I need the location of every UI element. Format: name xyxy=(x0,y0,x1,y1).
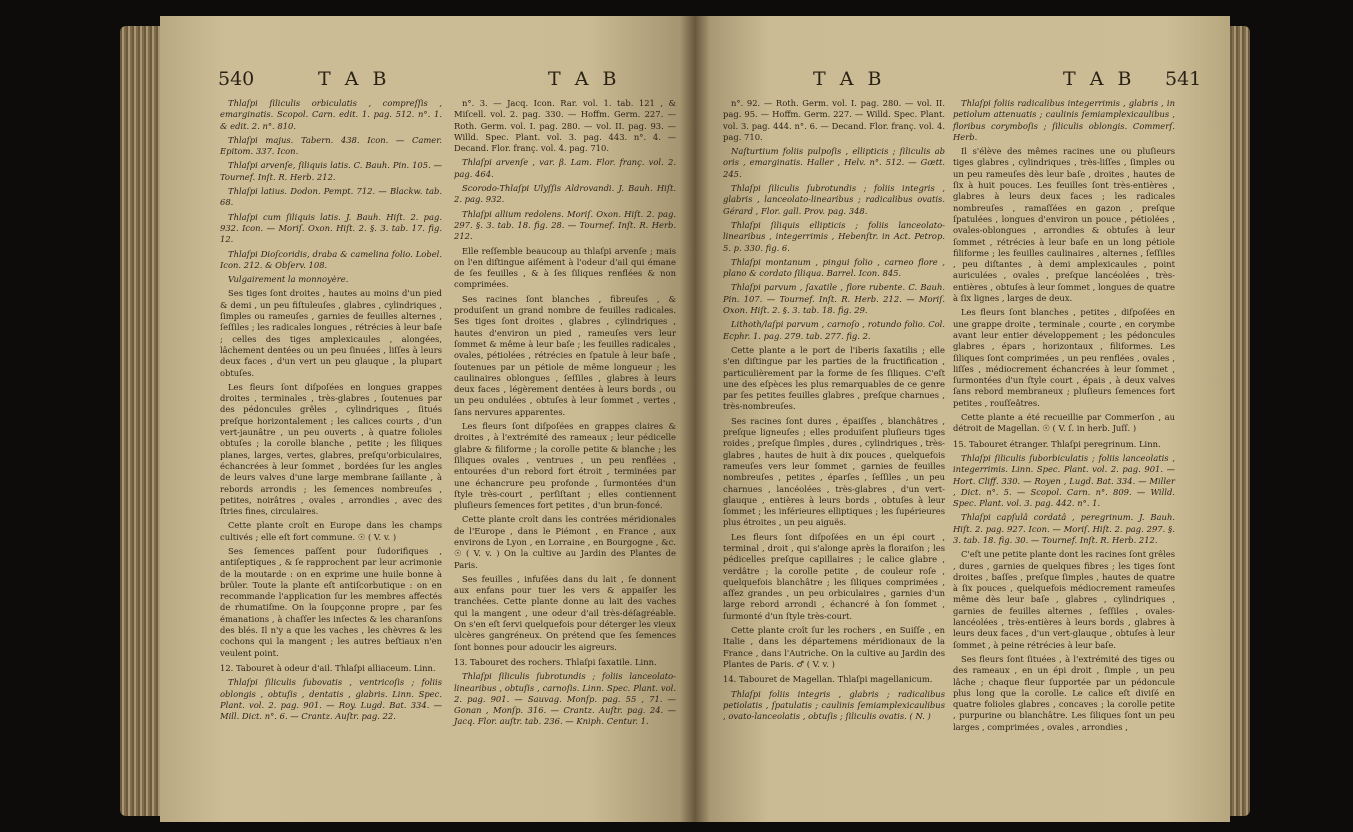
synonym-entry: Thlaſpi foliis integris , glabris ; radicalibus petiolatis , ſpatulatis ; caulinis ſemiamplexicaulibus , ovato-lanceolatis , obtuſis ; ſiliculis ovatis. ( N. ) xyxy=(723,688,945,722)
synonym-entry: Naſturtium foliis pulpoſis , ellipticis ; ſiliculis ab oris , emarginatis. Haller , Helv. n°. 512. — Gœtt. 245. xyxy=(723,146,945,179)
synonym-entry: Scorodo-Thlaſpi Ulyſſis Aldrovandi. J. Bauh. Hiſt. 2. pag. 932. xyxy=(454,183,676,205)
right-page-header xyxy=(733,68,1202,98)
description-paragraph: Ses ſemences paſſent pour ſudorifiques , antiſeptiques , & ſe rapprochent par leur acrimonie de la moutarde : on en exprime une huile bonne à brûler. Toute la plante eſt antiſcorbutique : on en recommande l'application ſur les membres affectés de rhumatiſme. On la ſoupçonne propre , par ſes émanations , à chaſſer les inſectes & les charanſons des blés. Il n'y a que les vaches , les chèvres & les cochons qui la mangent ; les autres beſtiaux n'en veulent point. xyxy=(220,545,442,658)
synonym-entry: Thlaſpi allium redolens. Moriſ. Oxon. Hiſt. 2. pag. 297. §. 3. tab. 18. fig. 28. — Tournef. Inſt. R. Herb. 212. xyxy=(454,208,676,242)
synonym-entry: Thlaſpi ſiliculis ſuborbiculatis ; foliis lanceolatis , integerrimis. Linn. Spec. Plant. vol. 2. pag. 901. — Hort. Cliff. 330. — Royen , Lugd. Bat. 334. — Miller , Dict. n°. 5. — Scopol. Carn. n°. 809. — Willd. Spec. Plant. vol. 3. pag. 442. n°. 1. xyxy=(953,452,1175,509)
description-paragraph: Cette plante croît ſur les rochers , en Suiſſe , en Italie , dans les départemens méridionaux de la France , dans l'Autriche. On la cultive au Jardin des Plantes de Paris. ♂ ( V. v. ) xyxy=(723,625,945,669)
synonym-entry: Thlaſpi ſiliquis ellipticis ; foliis lanceolato-linearibus , integerrimis , Hebenſtr. in Act. Petrop. 5. p. 330. fig. 6. xyxy=(723,219,945,253)
synonym-entry: Thlaſpi capſulâ cordatâ , peregrinum. J. Bauh. Hiſt. 2. pag. 927. Icon. — Moriſ. Hiſt. 2. pag. 297. §. 3. tab. 18. fig. 30. — Tournef. Inſt. R. Herb. 212. xyxy=(953,512,1175,545)
synonym-entry: Thlaſpi ſiliculis ſubrotundis ; foliis lanceolato-linearibus , obtuſis , carnoſis. Linn. Spec. Plant. vol. 2. pag. 901. — Sauvag. Monſp. pag. 55 , 71. — Gonan , Monſp. 316. — Crantz. Auſtr. pag. 24. — Jacq. Flor. auſtr. tab. 236. — Kniph. Centur. 1. xyxy=(454,671,676,727)
description-paragraph: C'eſt une petite plante dont les racines ſont grêles , dures , garnies de quelques fibres ; les tiges ſont droites , baſſes , preſque ſimples , hautes de quatre à ſix pouces , quelquefois médiocrement rameuſes même dès leur baſe , glabres , cylindriques , garnies de feuilles alternes , ſeſſiles , ovales-lancéolées , très-entières à leurs bords , glabres à leurs deux faces , d'un vert-glauque , obtuſes à leur ſommet , à peine rétrécies à leur baſe. xyxy=(953,549,1175,650)
description-paragraph: Elle reſſemble beaucoup au thlaſpi arvenſe ; mais on l'en diſtingue aiſément à l'odeur d'ail qui émane de ſes feuilles , & à ſes ſiliques renflées & non comprimées. xyxy=(454,245,676,290)
species-heading: 12. Tabouret à odeur d'ail. Thlaſpi alliaceum. Linn. xyxy=(220,662,436,673)
book-gutter xyxy=(680,16,710,822)
right-page xyxy=(695,16,1230,822)
synonym-entry: Thlaſpi latius. Dodon. Pempt. 712. — Blackw. tab. 68. xyxy=(220,186,442,208)
open-book xyxy=(120,16,1250,822)
description-paragraph: Ses tiges ſont droites , hautes au moins d'un pied & demi , un peu fiſtuleuſes , glabres , cylindriques , ſimples ou rameuſes , garnies de feuilles alternes , ſeſſiles ; les radicales longues , rétrécies à leur baſe ; celles des tiges amplexicaules , alongées, lâchement dentées ou un peu ſinuées , liſſes à leurs deux faces , d'un vert un peu glauque , la plupart obtuſes. xyxy=(220,288,442,378)
description-paragraph: Cette plante croît en Europe dans les champs cultivés ; elle eſt fort commune. ☉ ( V. v. ) xyxy=(220,520,442,542)
synonym-entry: n°. 3. — Jacq. Icon. Rar. vol. 1. tab. 121 , & Miſcell. vol. 2. pag. 330. — Hoffm. Germ. 227. — Roth. Germ. vol. I. pag. 280. — vol. II. pag. 93. — Willd. Spec. Plant. vol. 3. pag. 443. n°. 4. — Decand. Flor. franç. vol. 4. pag. 710. xyxy=(454,98,676,154)
synonym-entry: Thlaſpi arvenſe , var. β. Lam. Flor. franç. vol. 2. pag. 464. xyxy=(454,157,676,179)
left-page-column-2 xyxy=(454,98,676,731)
synonym-entry: Thlaſpi majus. Tabern. 438. Icon. — Camer. Epitom. 337. Icon. xyxy=(220,134,442,157)
description-paragraph: Ses feuilles , infuſées dans du lait , ſe donnent aux enfans pour tuer les vers & appaiſer les tranchées. Cette plante donne au lait des vaches qui la mangent , une odeur d'ail très-déſagréable. On s'en eſt ſervi quelquefois pour déterger les vieux ulcères gangréneux. On prétend que ſes ſemences ſont bonnes pour adoucir les aigreurs. xyxy=(454,573,676,652)
synonym-entry: Thlaſpi Dioſcoridis, draba & camelina folio. Lobel. Icon. 212. & Obſerv. 108. xyxy=(220,248,442,270)
synonym-entry: Thlaſpi ſiliculis orbiculatis , compreſſis , emarginatis. Scopol. Carn. edit. 1. pag. 512. n°. 1. & edit. 2. n°. 810. xyxy=(220,98,442,131)
page-number: 540 xyxy=(218,68,255,90)
synonym-entry: Thlaſpi ſiliculis ſubrotundis ; foliis integris , glabris , lanceolato-linearibus ; radicalibus ovatis. Gérard , Flor. gall. Prov. pag. 348. xyxy=(723,183,945,216)
synonym-entry: Thlaſpi arvenſe, ſiliquis latis. C. Bauh. Pin. 105. — Tournef. Inſt. R. Herb. 212. xyxy=(220,160,442,182)
description-paragraph: Ses racines ſont blanches , fibreuſes , & produiſent un grand nombre de feuilles radicales. Ses tiges ſont droites , glabres , cylindriques , hautes d'environ un pied , rameuſes vers leur ſommet & même à leur baſe ; les feuilles radicales , ovales, pétiolées , rétrécies en ſpatule à leur baſe , ſoutenues par un pétiole de même longueur ; les caulinaires oblongues , ſeſſiles , glabres à leurs deux faces , légèrement dentées à leurs bords , ou un peu ondulées , obtuſes à leur ſommet , vertes , ſans nervures apparentes. xyxy=(454,293,676,417)
right-page-column-1 xyxy=(723,98,945,725)
right-page-column-2 xyxy=(953,98,1175,736)
synonym-entry: Vulgairement la monnoyère. xyxy=(228,274,349,285)
synonym-entry: Thlaſpi montanum , pingui folio , carneo flore , plano & cordato ſiliqua. Barrel. Icon. 845. xyxy=(723,256,945,279)
description-paragraph: Les fleurs ſont blanches , petites , diſpoſées en une grappe droite , terminale , courte , en corymbe avant leur entier développement ; les pédoncules glabres , épars , horizontaux , filiformes. Les ſiliques ſont comprimées , un peu renflées , ovales , liſſes , médiocrement échancrées à leur ſommet , ſurmontées d'un ſtyle court , épais , à deux valves ſans rebord membraneux ; pluſieurs ſemences fort petites , rouſſeâtres. xyxy=(953,307,1175,408)
page-number: 541 xyxy=(1165,68,1202,90)
description-paragraph: Ses racines ſont dures , épaiſſes , blanchâtres , preſque ligneuſes ; elles produiſent pluſieurs tiges roides , preſque ſimples , dures , cylindriques , très-glabres , hautes de huit à dix pouces , quelquefois rameuſes vers leur ſommet , garnies de feuilles nombreuſes , petites , éparſes , ſeſſiles , un peu charnues , lancéolées , très-glabres , d'un vert-glauque , entières à leurs bords , obtuſes à leur ſommet ; les inférieures elliptiques ; les ſupérieures plus étroites , un peu aiguës. xyxy=(723,415,945,528)
running-head-right: T A B xyxy=(548,68,621,90)
species-heading: 15. Tabouret étranger. Thlaſpi peregrinum. Linn. xyxy=(953,438,1161,449)
left-page-header xyxy=(198,68,657,98)
description-paragraph: Les fleurs ſont diſpoſées en grappes claires & droites , à l'extrémité des rameaux ; leur pédicelle glabre & filiforme ; la corolle petite & blanche ; les ſiliques ovales , ventrues , un peu renflées , entourées d'un rebord fort étroit , terminées par une échancrure peu profonde , ſurmontées d'un ſtyle très-court , perſiſtant ; elles contiennent pluſieurs ſemences fort petites , d'un brun-foncé. xyxy=(454,421,676,511)
synonym-entry: n°. 92. — Roth. Germ. vol. I. pag. 280. — vol. II. pag. 95. — Hoffm. Germ. 227. — Willd. Spec. Plant. vol. 3. pag. 444. n°. 6. — Decand. Flor. franç. vol. 4. pag. 710. xyxy=(723,98,945,142)
synonym-entry: Thlaſpi ſiliculis ſubovatis , ventricoſis ; foliis oblongis , obtuſis , dentatis , glabris. Linn. Spec. Plant. vol. 2. pag. 901. — Roy. Lugd. Bat. 334. — Mill. Dict. n°. 6. — Crantz. Auſtr. pag. 22. xyxy=(220,677,442,722)
synonym-entry: Thlaſpi parvum , ſaxatile , flore rubente. C. Bauh. Pin. 107. — Tournef. Inſt. R. Herb. 212. — Moriſ. Oxon. Hiſt. 2. §. 3. tab. 18. fig. 29. xyxy=(723,282,945,316)
species-heading: 13. Tabouret des rochers. Thlaſpi ſaxatile. Linn. xyxy=(454,656,657,667)
description-paragraph: Il s'élève des mêmes racines une ou pluſieurs tiges glabres , cylindriques , très-liſſes , ſimples ou un peu rameuſes dès leur baſe , droites , hautes de ſix à huit pouces. Les feuilles ſont très-entières , glabres à leurs deux faces ; les radicales nombreuſes , ramaſſées en gazon , preſque ſpatulées , longues d'environ un pouce , pétiolées , ovales-oblongues , arrondies & obtuſes à leur ſommet , rétrécies à leur baſe en un long pétiole filiforme ; les feuilles caulinaires , alternes , ſeſſiles , peu diſtantes , à demi amplexicaules , point auriculées , ovales , preſque lancéolées , très-entières , obtuſes à leur ſommet , longues de quatre à ſix lignes , larges de deux. xyxy=(953,146,1175,304)
running-head-left: T A B xyxy=(813,68,886,90)
running-head-right: T A B xyxy=(1063,68,1136,90)
synonym-entry: Thlaſpi cum ſiliquis latis. J. Bauh. Hiſt. 2. pag. 932. Icon. — Moriſ. Oxon. Hiſt. 2. §. 3. tab. 17. fig. 12. xyxy=(220,211,442,245)
description-paragraph: Les fleurs ſont diſpoſées en longues grappes droites , terminales , très-glabres , ſoutenues par des pédoncules grêles , cylindriques , ſitués preſque horizontalement ; les calices courts , d'un vert-jaunâtre , un peu ouverts , à quatre folioles obtuſes ; la corolle blanche , petite ; les ſiliques planes, larges, vertes, glabres, preſqu'orbiculaires, échancrées à leur ſommet , bordées ſur les angles de leurs valves d'une large membrane ſaillante , à rebords arrondis ; les ſemences nombreuſes , petites, noirâtres , ovales , arrondies , avec des ſtries fines, circulaires. xyxy=(220,381,442,517)
synonym-entry: Thlaſpi foliis radicalibus integerrimis , glabris , in petiolum attenuatis ; caulinis ſemiamplexicaulibus , floribus corymboſis ; ſiliculis oblongis. Commerſ. Herb. xyxy=(953,98,1175,142)
species-heading: 14. Tabouret de Magellan. Thlaſpi magellanicum. xyxy=(723,674,933,685)
description-paragraph: Cette plante a été recueillie par Commerſon , au détroit de Magellan. ☉ ( V. ſ. in herb. Juſſ. ) xyxy=(953,412,1175,434)
description-paragraph: Les fleurs ſont diſpoſées en un épi court , terminal , droit , qui s'alonge après la floraiſon ; les pédicelles preſque capillaires ; le calice glabre , verdâtre ; la corolle petite , de couleur roſe , quelquefois blanchâtre ; les ſiliques comprimées , aſſez grandes , un peu orbiculaires , garnies d'un large rebord arrondi , échancré à ſon ſommet , ſurmonté d'un ſtyle très-court. xyxy=(723,531,945,621)
description-paragraph: Cette plante a le port de l'iberis ſaxatilis ; elle s'en diſtingue par les parties de la fructification , particulièrement par la forme de ſes ſiliques. C'eſt une des eſpèces les plus remarquables de ce genre par ſes petites feuilles glabres , preſque charnues , très-nombreuſes. xyxy=(723,344,945,412)
description-paragraph: Ses fleurs ſont ſituées , à l'extrémité des tiges ou des rameaux , en un épi droit , ſimple , un peu lâche ; chaque fleur ſupportée par un pédoncule plus long que la corolle. Le calice eſt diviſé en quatre folioles glabres , concaves ; la corolle petite , purpurine ou blanchâtre. Les ſiliques ſont un peu larges , comprimées , ovales , arrondies , xyxy=(953,653,1175,732)
running-head-left: T A B xyxy=(318,68,391,90)
description-paragraph: Cette plante croît dans les contrées méridionales de l'Europe , dans le Piémont , en France , aux environs de Lyon , en Lorraine , en Bourgogne , &c. ☉ ( V. v. ) On la cultive au Jardin des Plantes de Paris. xyxy=(454,514,676,570)
left-page xyxy=(160,16,695,822)
synonym-entry: Lithoth/laſpi parvum , carnoſo , rotundo folio. Col. Ecphr. 1. pag. 279. tab. 277. fig. 2. xyxy=(723,319,945,341)
left-page-column-1 xyxy=(220,98,442,725)
